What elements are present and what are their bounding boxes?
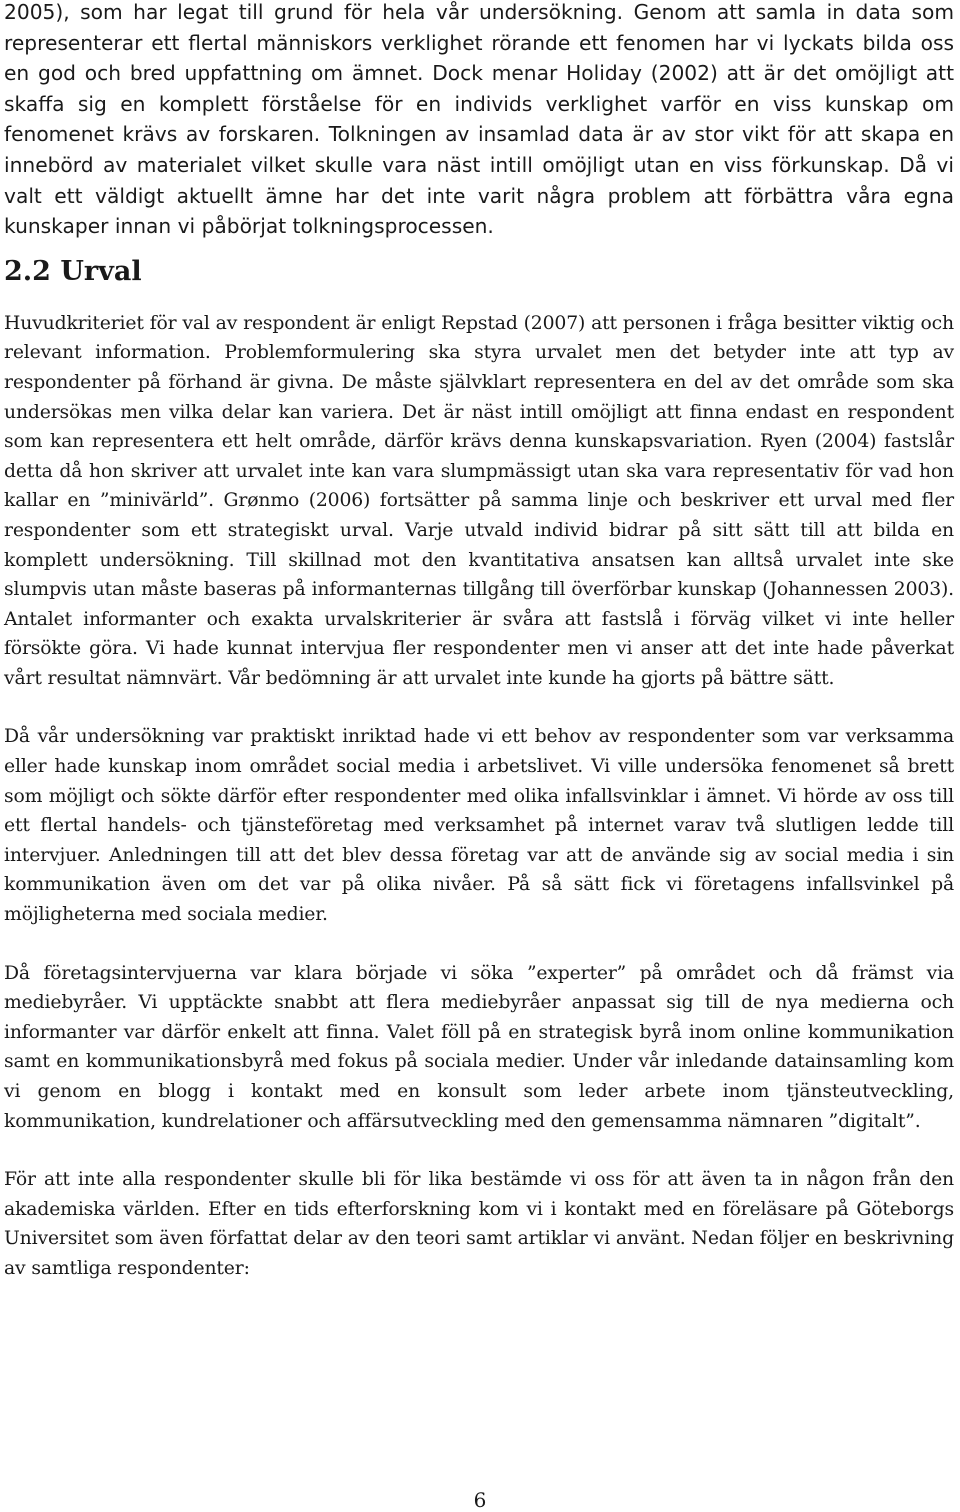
page-number: 6 [473,1488,487,1512]
paragraph-academic-respondent: För att inte alla respondenter skulle bli för lika bestämde vi oss för att även ta in någon från den akademiska världen. Efter en tids efterforskning kom vi i kontakt med en föreläsare på Göteborgs Universitet som även författat delar av den teori samt artiklar vi använt. Nedan följer en beskrivning av samtliga respondenter: [4,1169,954,1279]
paragraph-company-respondents: Då vår undersökning var praktiskt inriktad hade vi ett behov av respondenter som var verksamma eller hade kunskap inom området social media i arbetslivet. Vi ville undersöka fenomenet så brett som möjligt och sökte därför efter respondenter med olika infallsvinklar i ämnet. Vi hörde av oss till ett flertal handels- och tjänsteföretag med verksamhet på internet varav två slutligen ledde till intervjuer. Anledningen till att det blev dessa företag var att de använde sig av social media i sin kommunikation även om det var på olika nivåer. På så sätt fick vi företagens infallsvinkel på möjligheterna med sociala medier. [4,726,954,926]
paragraph-expert-respondents: Då företagsintervjuerna var klara började vi söka ”experter” på området och då främst via mediebyråer. Vi upptäckte snabbt att flera mediebyråer anpassat sig till de nya medierna och informanter var därför enkelt att finna. Valet föll på en strategisk byrå inom online kommunikation samt en kommunikationsbyrå med fokus på sociala medier. Under vår inledande datainsamling kom vi genom en blogg i kontakt med en konsult som leder arbete inom tjänsteutveckling, kommunikation, kundrelationer och affärsutveckling med den gemensamma nämnaren ”digitalt”. [4,962,954,1132]
document-page [4,0,954,1313]
paragraph-urval-criteria: Huvudkriteriet för val av respondent är enligt Repstad (2007) att personen i fråga besitter viktig och relevant information. Problemformulering ska styra urvalet men det betyder inte att typ av respondenter på förhand är givna. De måste självklart representera en del av det område som ska undersökas men vilka delar kan variera. Det är näst intill omöjligt att finna endast en respondent som kan representera ett helt område, därför krävs denna kunskapsvariation. Ryen (2004) fastslår detta då hon skriver att urvalet inte kan vara slumpmässigt utan ska vara representativ för vad hon kallar en ”minivärld”. Grønmo (2006) fortsätter på samma linje och beskriver ett urval med fler respondenter som ett strategiskt urval. Varje utvald individ bidrar på sitt sätt till att bilda en komplett undersökning. Till skillnad mot den kvantitativa ansatsen kan alltså urvalet inte ske slumpvis utan måste baseras på informanternas tillgång till överförbar kunskap (Johannessen 2003). Antalet informanter och exakta urvalskriterier är svåra att fastslå i förväg vilket vi inte heller försökte göra. Vi hade kunnat intervjua fler respondenter men vi anser att det inte hade påverkat vårt resultat nämnvärt. Vår bedömning är att urvalet inte kunde ha gjorts på bättre sätt. [4,312,954,689]
section-heading: 2.2 Urval [4,255,142,287]
intro-paragraph: 2005), som har legat till grund för hela vår undersökning. Genom att samla in data som representerar ett flertal människors verklighet rörande ett fenomen har vi lyckats bilda oss en god och bred uppfattning om ämnet. Dock menar Holiday (2002) att är det omöjligt att skaffa sig en komplett förståelse för en individs verklighet varför en viss kunskap om fenomenet krävs av forskaren. Tolkningen av insamlad data är av stor vikt för att skapa en innebörd av materialet vilket skulle vara näst intill omöjligt utan en viss förkunskap. Då vi valt ett väldigt aktuellt ämne har det inte varit några problem att förbättra våra egna kunskaper innan vi påbörjat tolkningsprocessen. [4,0,954,239]
section-body [4,309,954,1284]
